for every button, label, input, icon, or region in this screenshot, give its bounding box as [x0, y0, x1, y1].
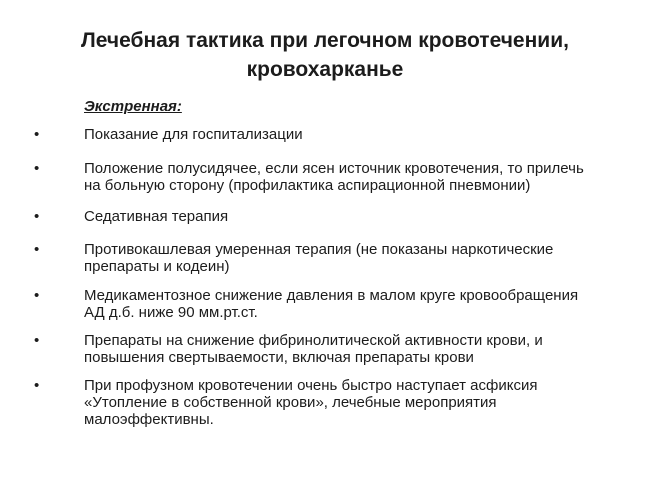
list-item-text: Медикаментозное снижение давления в малом круге кровообращения АД д.б. ниже 90 мм.рт.ст. [84, 287, 579, 321]
slide-title-line-2: кровохарканье [246, 58, 404, 81]
bullet-icon: • [34, 377, 40, 394]
bullet-icon: • [34, 287, 40, 304]
list-item-text: Препараты на снижение фибринолитической активности крови, и повышения свертываемости, включая препараты крови [84, 332, 543, 366]
list-item-text: Противокашлевая умеренная терапия (не показаны наркотические препараты и кодеин) [84, 241, 554, 275]
list-item-text: Положение полусидячее, если ясен источник кровотечения, то прилечь на больную сторону (профилактика аспирационной пневмонии) [84, 160, 584, 194]
bullet-icon: • [34, 241, 40, 258]
bullet-icon: • [34, 332, 40, 349]
slide-title [40, 26, 610, 84]
list-item-text: Седативная терапия [84, 208, 229, 225]
bullet-icon: • [34, 208, 40, 225]
list-item-text: При профузном кровотечении очень быстро наступает асфиксия «Утопление в собственной крови», лечебные мероприятия малоэффективны. [84, 377, 538, 428]
slide-title-line-1: Лечебная тактика при легочном кровотечении, [81, 29, 569, 52]
bullet-icon: • [34, 160, 40, 177]
section-subheading: Экстренная: [84, 98, 182, 115]
list-item-text: Показание для госпитализации [84, 126, 303, 143]
bullet-icon: • [34, 126, 40, 143]
